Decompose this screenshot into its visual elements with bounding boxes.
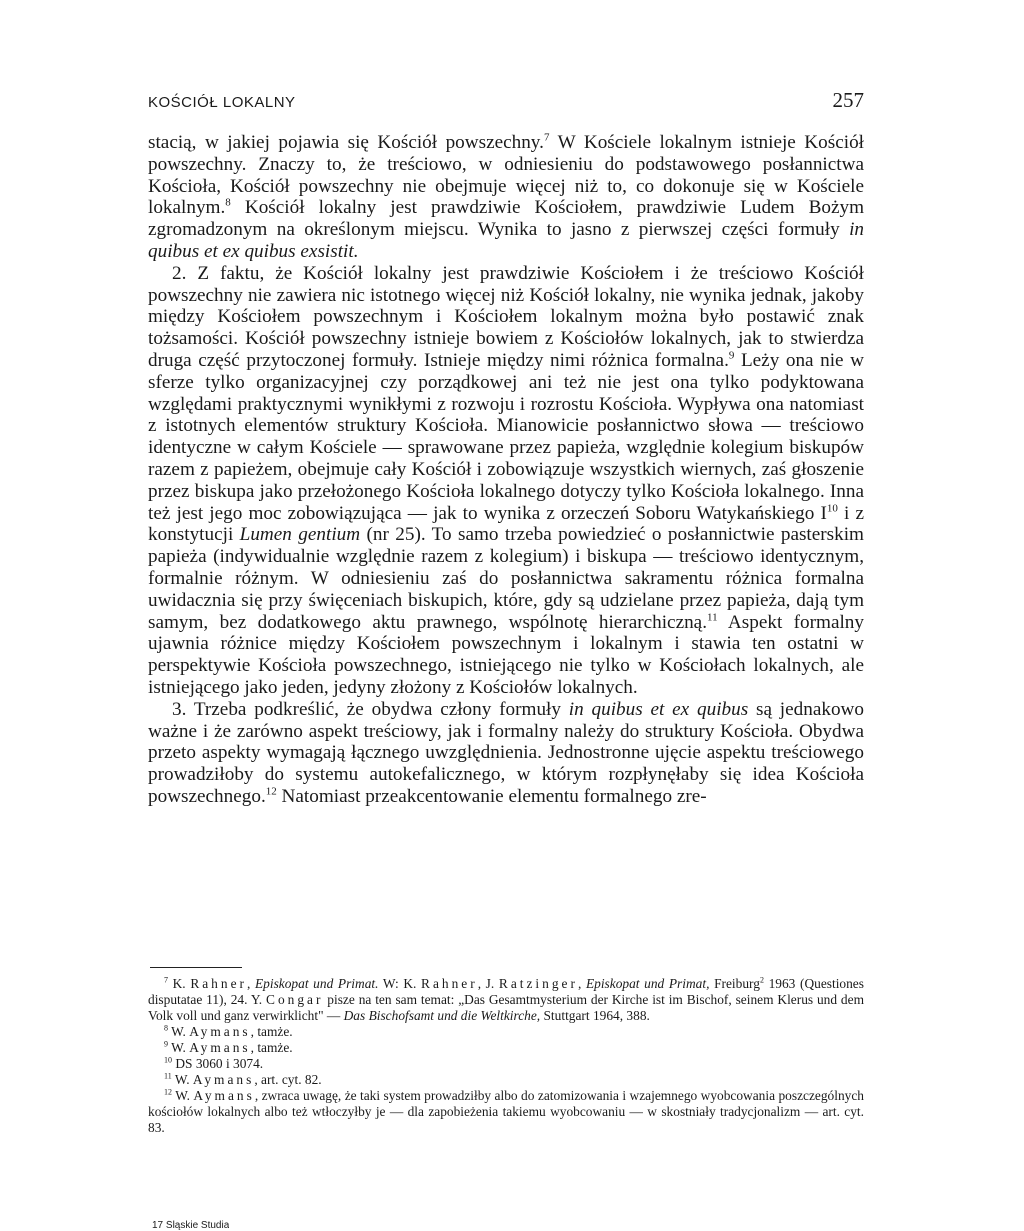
note-ref-7: 7 [543, 131, 550, 144]
page-number: 257 [832, 88, 864, 112]
footnote-mark: 11 [164, 1071, 172, 1081]
author-name: Rahner [421, 976, 478, 991]
text-run: W. [171, 1024, 190, 1039]
text-run: Kościół lokalny jest prawdziwie Kościołem, prawdziwie Ludem Bożym zgromadzonym na określonym miejscu. Wynika to jasno z pierwszej części formuły [148, 197, 864, 241]
text-run: i z konstytucji [148, 502, 864, 546]
document-title: Lumen gentium [239, 524, 361, 546]
latin-formula: in quibus et ex quibus exsistit. [148, 219, 864, 262]
text-run: W. [175, 1088, 194, 1103]
author-name: Aymans [189, 1024, 251, 1039]
footnote-mark: 12 [164, 1087, 172, 1097]
text-run: W Kościele lokalnym istnieje Kościół powszechny. Znaczy to, że treściowo, w odniesieniu do podstawowego posłannictwa Kościoła, Kościół powszechny nie obejmuje więcej niż to, co dokonuje się w Kościele lokalnym. [148, 132, 864, 219]
text-run: 2. Z faktu, że Kościół lokalny jest prawdziwie Kościołem i że treściowo Kościół powszechny nie zawiera nic istotnego więcej niż Kościół lokalny, nie wynika jednak, jakoby między Kościołem powszechnym i Kościołem lokalnym można było postawić znak tożsamości. Kościół powszechny istnieje bowiem z Kościołów lokalnych, jak to stwierdza druga część przytoczonej formuły. Istnieje między nimi różnica formalna. [148, 262, 864, 371]
paragraph-2 [148, 263, 864, 699]
note-ref-12: 12 [265, 785, 277, 798]
printer-signature: 17 Śląskie Studia [152, 1220, 230, 1231]
author-name: Congar [266, 992, 324, 1007]
book-title: Das Bischofsamt und die Weltkirche, [343, 1008, 541, 1023]
running-title: KOŚCIÓŁ LOKALNY [148, 94, 296, 111]
text-run: pisze na ten sam temat: „Das Gesamtmysterium der Kirche ist im Bischof, seinem Klerus und dem Volk voll und ganz verwirklicht" — [148, 992, 864, 1023]
book-title: Episkopat und Primat. [254, 976, 379, 991]
latin-formula: in quibus et ex quibus [568, 698, 749, 720]
text-run: , zwraca uwagę, że taki system prowadziłby albo do zatomizowania i wzajemnego wyobcowania poszczególnych kościołów lokalnych albo też wtłoczyłby je — dla zapobieżenia takiemu wyobcowaniu — w skostniały tradycjonalizm — art. cyt. 83. [148, 1088, 864, 1135]
footnote-12 [148, 1088, 864, 1136]
author-name: Ratzinger [498, 976, 578, 991]
footnote-8 [148, 1024, 864, 1040]
text-run: Stuttgart 1964, 388. [540, 1008, 650, 1023]
footnote-mark: 10 [164, 1055, 172, 1065]
text-run: Freiburg [709, 976, 760, 991]
author-name: Aymans [193, 1088, 255, 1103]
footnote-rule [150, 967, 242, 968]
text-run: , art. cyt. 82. [254, 1072, 322, 1087]
text-run: , J. [477, 976, 499, 991]
text-run: są jednakowo ważne i że zarówno aspekt treściowy, jak i formalny należy do struktury Kościoła. Obydwa przeto aspekty wymagają łącznego uwzględnienia. Jednostronne ujęcie aspektu treściowego prowadziłoby do systemu autokefalicznego, w którym rozpłynęłaby się idea Kościoła powszechnego. [148, 698, 864, 807]
text-run: 1963 (Questiones disputatae 11), 24. Y. [148, 976, 864, 1007]
author-name: Aymans [192, 1072, 255, 1087]
author-name: Aymans [189, 1040, 251, 1055]
paragraph-3 [148, 699, 864, 808]
running-head [148, 88, 864, 113]
text-run: , [246, 976, 255, 991]
note-ref-10: 10 [826, 502, 838, 515]
text-run: stacią, w jakiej pojawia się Kościół powszechny. [148, 132, 544, 153]
paragraph-1 [148, 132, 864, 263]
text-run: , [577, 976, 586, 991]
main-text [148, 132, 864, 808]
note-ref-8: 8 [225, 197, 231, 209]
text-run: , tamże. [250, 1040, 293, 1055]
footnote-mark: 9 [164, 1039, 168, 1049]
text-run: Aspekt formalny ujawnia różnice między Kościołem powszechnym i lokalnym i stawia ten ostatni w perspektywie Kościoła powszechnego, istniejącego nie tylko w Kościołach lokalnych, ale istniejącego jako jeden, jedyny złożony z Kościołów lokalnych. [148, 611, 864, 698]
text-run: (nr 25). To samo trzeba powiedzieć o posłannictwie pasterskim papieża (indywidualnie względnie razem z kolegium) i biskupa — treściowo identycznym, formalnie różnym. W odniesieniu zaś do posłannictwa sakramentu różnica formalna uwidacznia się przy święceniach biskupich, które, gdy są udzielane przez papieża, dają tym samym, bez dodatkowego aktu prawnego, wspólnotę hierarchiczną. [148, 524, 864, 633]
footnote-9 [148, 1040, 864, 1056]
edition-mark: 2 [759, 975, 764, 985]
footnote-mark: 7 [164, 975, 168, 985]
book-title: Episkopat und Primat, [585, 976, 710, 991]
text-run: Leży ona nie w sferze tylko organizacyjnej czy porządkowej ani też nie jest ona tylko podyktowana względami praktycznymi wynikłymi z rozwoju i rozrostu Kościoła. Wypływa ona natomiast z istotnych elementów struktury Kościoła. Mianowicie posłannictwo słowa — treściowo identyczne w całym Kościele — sprawowane przez papieża, względnie kolegium biskupów razem z papieżem, obejmuje cały Kościół i zobowiązuje wszystkich wiernych, zaś głoszenie przez biskupa jako przełożonego Kościoła lokalnego dotyczy tylko Kościoła lokalnego. Inna też jest jego moc zobowiązująca — jak to wynika z orzeczeń Soboru Watykańskiego I [148, 349, 864, 524]
text-run: Natomiast przeakcentowanie elementu formalnego zre- [276, 785, 707, 807]
text-run: W: K. [378, 976, 422, 991]
footnote-7 [148, 976, 864, 1024]
text-run: DS 3060 i 3074. [175, 1056, 264, 1071]
text-run: 3. Trzeba podkreślić, że obydwa człony formuły [172, 698, 569, 720]
footnote-mark: 8 [164, 1023, 168, 1033]
footnote-10 [148, 1056, 864, 1072]
text-run: K. [172, 976, 191, 991]
author-name: Rahner [190, 976, 247, 991]
note-ref-9: 9 [728, 349, 735, 362]
text-run: W. [174, 1072, 193, 1087]
footnote-11 [148, 1072, 864, 1088]
footnotes [148, 976, 864, 1136]
text-run: , tamże. [250, 1024, 293, 1039]
text-run: W. [171, 1040, 190, 1055]
note-ref-11: 11 [707, 611, 718, 624]
